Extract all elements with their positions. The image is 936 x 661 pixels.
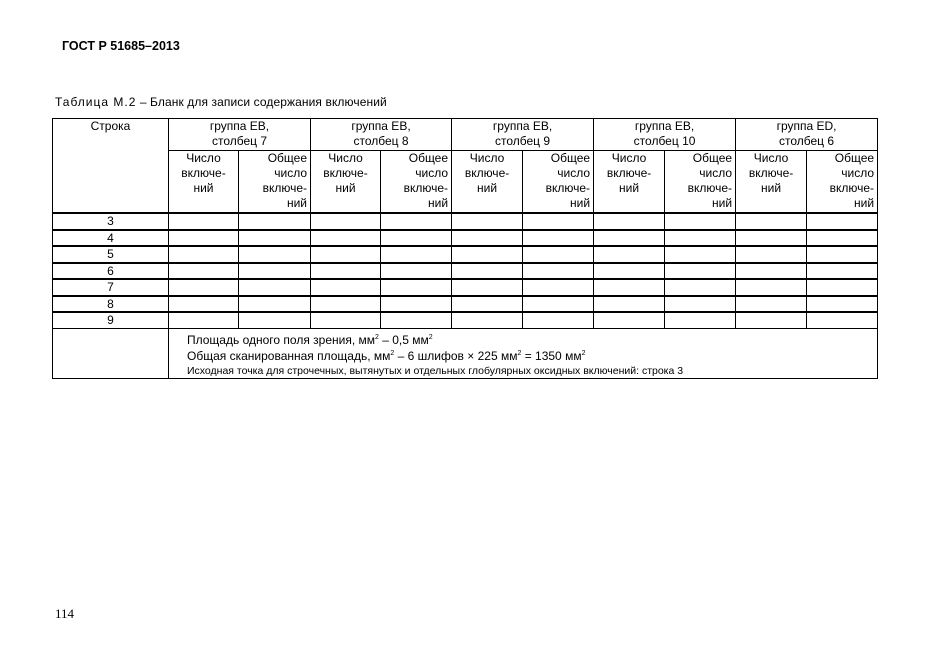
group-label: группа ЕВ, <box>351 119 411 133</box>
count-header-cell: Число включе- ний <box>594 151 665 214</box>
group-header-cell <box>736 119 878 151</box>
entry-cell[interactable] <box>169 213 239 230</box>
entry-cell[interactable] <box>311 312 381 328</box>
entry-cell[interactable] <box>239 296 311 313</box>
entry-cell[interactable] <box>311 263 381 280</box>
group-column: столбец 7 <box>211 134 268 148</box>
total-header-cell: Общее число включе- ний <box>381 151 452 214</box>
table-row <box>53 263 878 280</box>
entry-cell[interactable] <box>452 312 523 328</box>
entry-cell[interactable] <box>523 263 594 280</box>
group-label: группа ЕВ, <box>492 119 553 133</box>
entry-cell[interactable] <box>665 312 736 328</box>
entry-cell[interactable] <box>239 263 311 280</box>
entry-cell[interactable] <box>807 230 878 247</box>
entry-cell[interactable] <box>311 246 381 263</box>
group-column: столбец 10 <box>633 134 696 148</box>
notes-blank-cell <box>53 328 169 378</box>
group-header-cell <box>311 119 452 151</box>
entry-cell[interactable] <box>452 246 523 263</box>
table-caption-lead: Таблица М.2 <box>55 95 137 109</box>
entry-cell[interactable] <box>239 279 311 296</box>
entry-cell[interactable] <box>452 296 523 313</box>
count-header-cell: Число включе- ний <box>311 151 381 214</box>
group-label: группа ЕВ, <box>634 119 695 133</box>
total-header-cell: Общее число включе- ний <box>523 151 594 214</box>
table-caption <box>55 95 387 109</box>
entry-cell[interactable] <box>381 246 452 263</box>
group-column: столбец 8 <box>353 134 409 148</box>
count-header-cell: Число включе- ний <box>169 151 239 214</box>
group-label: группа ED, <box>776 119 837 133</box>
entry-cell[interactable] <box>452 279 523 296</box>
entry-cell[interactable] <box>452 230 523 247</box>
entry-cell[interactable] <box>381 263 452 280</box>
row-number-cell: 9 <box>53 312 169 328</box>
entry-cell[interactable] <box>381 279 452 296</box>
subheader-row <box>53 151 878 214</box>
entry-cell[interactable] <box>311 213 381 230</box>
entry-cell[interactable] <box>523 213 594 230</box>
entry-cell[interactable] <box>807 312 878 328</box>
entry-cell[interactable] <box>381 230 452 247</box>
total-header-cell: Общее число включе- ний <box>665 151 736 214</box>
row-number-cell: 3 <box>53 213 169 230</box>
entry-cell[interactable] <box>169 263 239 280</box>
entry-cell[interactable] <box>807 246 878 263</box>
entry-cell[interactable] <box>523 279 594 296</box>
group-header-cell <box>169 119 311 151</box>
row-header-cell <box>53 119 169 214</box>
entry-cell[interactable] <box>523 296 594 313</box>
entry-cell[interactable] <box>665 230 736 247</box>
scanned-area-note: Общая сканированная площадь, $мм^2 - 6$ шлифов × 225 $мм^2 = 1350$ $мм^2$ <box>187 348 586 363</box>
group-header-cell <box>594 119 736 151</box>
entry-cell[interactable] <box>594 230 665 247</box>
page-number: 114 <box>55 606 75 621</box>
entry-cell[interactable] <box>594 246 665 263</box>
entry-cell[interactable] <box>311 279 381 296</box>
row-number-cell: 4 <box>53 230 169 247</box>
entry-cell[interactable] <box>736 296 807 313</box>
entry-cell[interactable] <box>736 279 807 296</box>
total-header-cell: Общее число включе- ний <box>807 151 878 214</box>
table-row <box>53 213 878 230</box>
entry-cell[interactable] <box>311 296 381 313</box>
entry-cell[interactable] <box>736 263 807 280</box>
table-row <box>53 246 878 263</box>
entry-cell[interactable] <box>311 230 381 247</box>
entry-cell[interactable] <box>381 296 452 313</box>
notes-row <box>53 328 878 378</box>
entry-cell[interactable] <box>594 279 665 296</box>
entry-cell[interactable] <box>239 213 311 230</box>
table-row <box>53 312 878 328</box>
entry-cell[interactable] <box>523 246 594 263</box>
row-number-cell: 5 <box>53 246 169 263</box>
entry-cell[interactable] <box>169 296 239 313</box>
row-header-label: Строка <box>90 119 131 133</box>
entry-cell[interactable] <box>452 213 523 230</box>
table-caption-text: – Бланк для записи содержания включений <box>136 95 387 109</box>
entry-cell[interactable] <box>594 213 665 230</box>
entry-cell[interactable] <box>381 213 452 230</box>
entry-cell[interactable] <box>523 312 594 328</box>
entry-cell[interactable] <box>239 312 311 328</box>
count-header-cell: Число включе- ний <box>452 151 523 214</box>
entry-cell[interactable] <box>736 312 807 328</box>
entry-cell[interactable] <box>665 296 736 313</box>
entry-cell[interactable] <box>594 312 665 328</box>
group-header-cell <box>452 119 594 151</box>
table-row <box>53 230 878 247</box>
entry-cell[interactable] <box>807 279 878 296</box>
entry-cell[interactable] <box>452 263 523 280</box>
entry-cell[interactable] <box>239 246 311 263</box>
row-number-cell: 7 <box>53 279 169 296</box>
origin-note: Исходная точка для строчечных, вытянутых и отдельных глобулярных оксидных включений: строка 3 <box>187 364 684 377</box>
entry-cell[interactable] <box>665 246 736 263</box>
row-number-cell: 8 <box>53 296 169 313</box>
entry-cell[interactable] <box>807 213 878 230</box>
table-row <box>53 296 878 313</box>
group-header-row <box>53 119 878 151</box>
entry-cell[interactable] <box>736 230 807 247</box>
entry-cell[interactable] <box>807 263 878 280</box>
entry-cell[interactable] <box>523 230 594 247</box>
entry-cell[interactable] <box>736 213 807 230</box>
entry-cell[interactable] <box>169 246 239 263</box>
document-id: ГОСТ Р 51685–2013 <box>62 39 180 53</box>
entry-cell[interactable] <box>594 263 665 280</box>
field-area-note: Площадь одного поля зрения, $мм^2 - 0,5$ $мм^2$ <box>187 332 433 347</box>
entry-cell[interactable] <box>665 263 736 280</box>
notes-cell <box>169 328 878 378</box>
total-header-cell: Общее число включе- ний <box>239 151 311 214</box>
entry-cell[interactable] <box>665 279 736 296</box>
entry-cell[interactable] <box>239 230 311 247</box>
entry-cell[interactable] <box>665 213 736 230</box>
row-number-cell: 6 <box>53 263 169 280</box>
entry-cell[interactable] <box>594 296 665 313</box>
group-label: группа ЕВ, <box>209 119 270 133</box>
group-column: столбец 9 <box>495 134 551 148</box>
inclusions-table <box>52 118 878 379</box>
entry-cell[interactable] <box>381 312 452 328</box>
entry-cell[interactable] <box>736 246 807 263</box>
entry-cell[interactable] <box>807 296 878 313</box>
entry-cell[interactable] <box>169 230 239 247</box>
entry-cell[interactable] <box>169 312 239 328</box>
entry-cell[interactable] <box>169 279 239 296</box>
table-row <box>53 279 878 296</box>
count-header-cell: Число включе- ний <box>736 151 807 214</box>
group-column: столбец 6 <box>779 134 835 148</box>
